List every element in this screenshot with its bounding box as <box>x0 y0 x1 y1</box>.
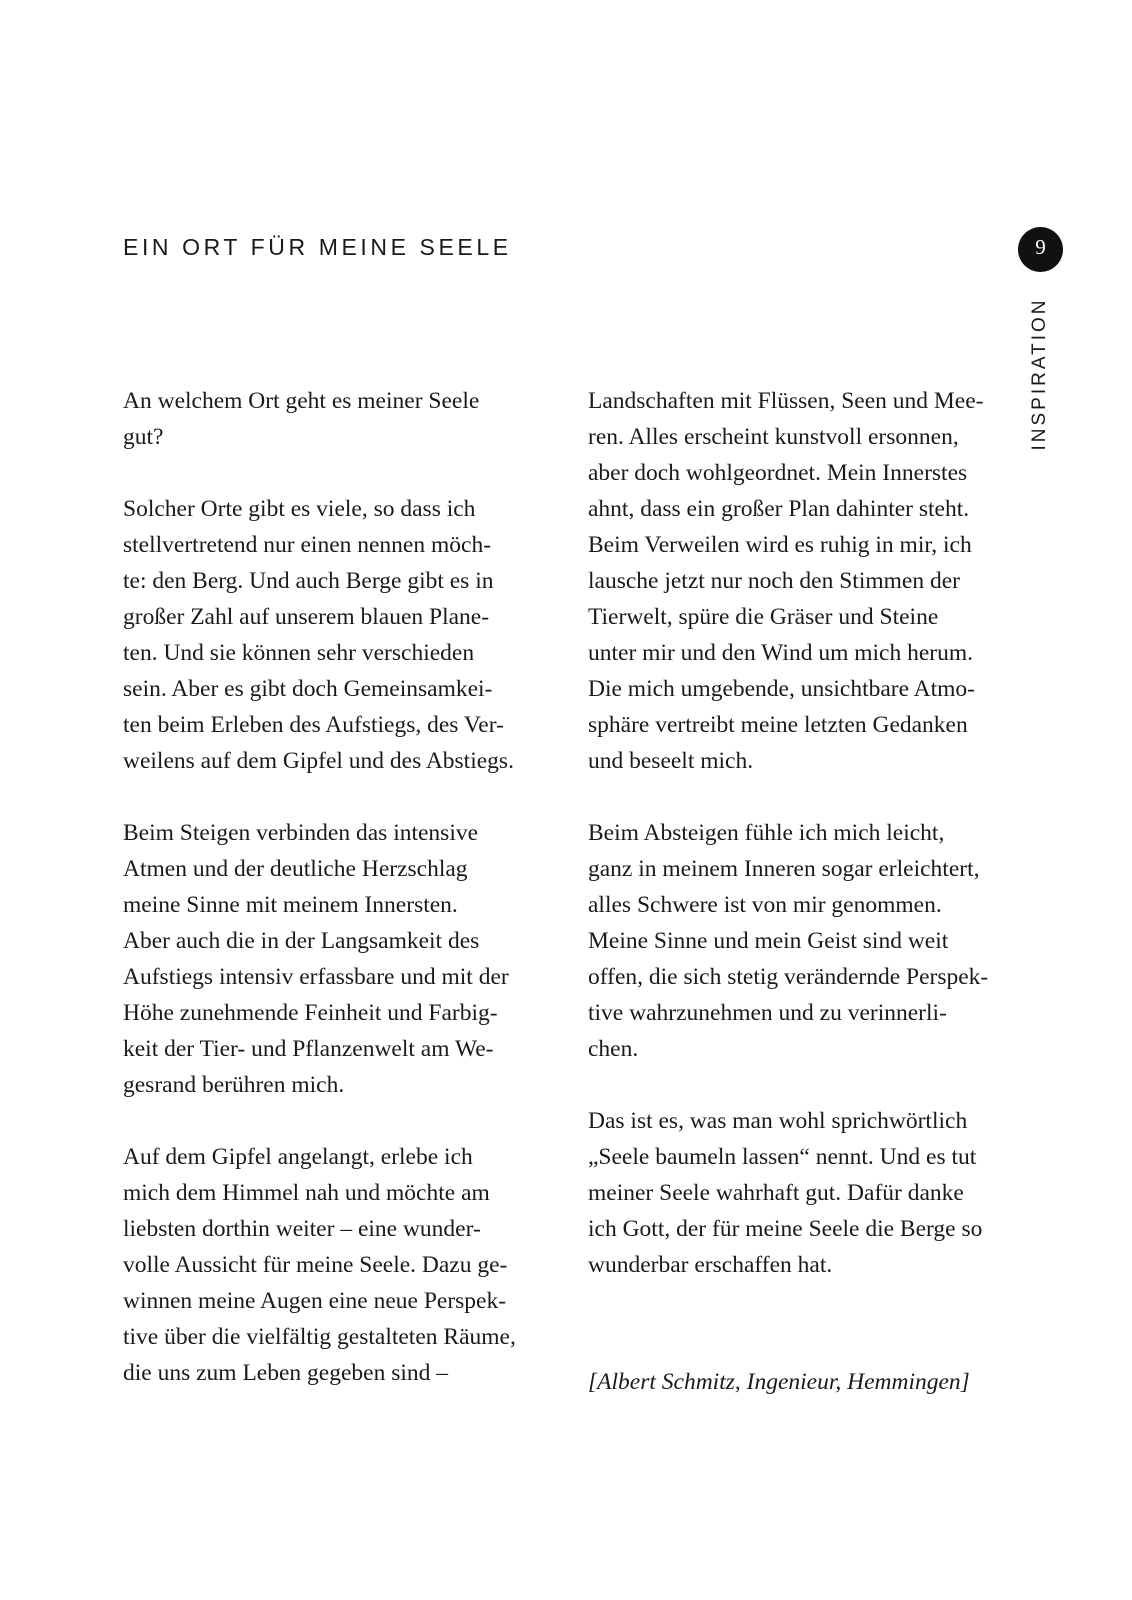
section-label: INSPIRATION <box>1029 297 1050 451</box>
paragraph <box>123 1139 543 1391</box>
text-line: ich Gott, der für meine Seele die Berge so <box>588 1216 983 1242</box>
text-line: keit der Tier- und Pflanzenwelt am We- <box>123 1036 494 1062</box>
text-line: Meine Sinne und mein Geist sind weit <box>588 928 949 954</box>
paragraph <box>588 815 1018 1067</box>
text-line: alles Schwere ist von mir genommen. <box>588 892 942 918</box>
text-line: winnen meine Augen eine neue Perspek- <box>123 1288 507 1314</box>
text-line: sphäre vertreibt meine letzten Gedanken <box>588 712 968 738</box>
paragraph <box>123 491 543 779</box>
text-line: wunderbar erschaffen hat. <box>588 1252 833 1278</box>
text-line: offen, die sich stetig verändernde Perspek- <box>588 964 989 990</box>
text-line: und beseelt mich. <box>588 748 754 774</box>
text-line: ten beim Erleben des Aufstiegs, des Ver- <box>123 712 504 738</box>
text-line: Solcher Orte gibt es viele, so dass ich <box>123 496 476 522</box>
text-line: Tierwelt, spüre die Gräser und Steine <box>588 604 939 630</box>
text-line: Beim Steigen verbinden das intensive <box>123 820 479 846</box>
text-line: die uns zum Leben gegeben sind – <box>123 1360 448 1386</box>
text-line: sein. Aber es gibt doch Gemeinsamkei- <box>123 676 493 702</box>
text-line: ahnt, dass ein großer Plan dahinter steht. <box>588 496 970 522</box>
text-line: Das ist es, was man wohl sprichwörtlich <box>588 1108 968 1134</box>
text-line: An welchem Ort geht es meiner Seele <box>123 388 480 414</box>
page-title: EIN ORT FÜR MEINE SEELE <box>123 234 512 260</box>
left-column <box>123 383 543 1427</box>
text-line: ganz in meinem Inneren sogar erleichtert, <box>588 856 980 882</box>
text-line: Aber auch die in der Langsamkeit des <box>123 928 480 954</box>
text-line: ren. Alles erscheint kunstvoll ersonnen, <box>588 424 959 450</box>
text-line: großer Zahl auf unserem blauen Plane- <box>123 604 490 630</box>
text-line: Beim Absteigen fühle ich mich leicht, <box>588 820 945 846</box>
text-line: liebsten dorthin weiter – eine wunder- <box>123 1216 481 1242</box>
text-line: Landschaften mit Flüssen, Seen und Mee- <box>588 388 984 414</box>
text-line: lausche jetzt nur noch den Stimmen der <box>588 568 960 594</box>
right-column <box>588 383 1018 1319</box>
text-line: stellvertretend nur einen nennen möch- <box>123 532 492 558</box>
page-number-badge: 9 <box>1018 227 1063 272</box>
text-line: volle Aussicht für meine Seele. Dazu ge- <box>123 1252 508 1278</box>
text-line: aber doch wohlgeordnet. Mein Innerstes <box>588 460 968 486</box>
text-line: meiner Seele wahrhaft gut. Dafür danke <box>588 1180 964 1206</box>
paragraph <box>588 383 1018 779</box>
text-line: Atmen und der deutliche Herzschlag <box>123 856 468 882</box>
paragraph <box>123 815 543 1103</box>
text-line: unter mir und den Wind um mich herum. <box>588 640 973 666</box>
text-line: tive über die vielfältig gestalteten Räume, <box>123 1324 516 1350</box>
text-line: tive wahrzunehmen und zu verinnerli- <box>588 1000 947 1026</box>
text-line: Aufstiegs intensiv erfassbare und mit der <box>123 964 509 990</box>
author-signature: [Albert Schmitz, Ingenieur, Hemmingen] <box>588 1369 970 1395</box>
text-line: weilens auf dem Gipfel und des Abstiegs. <box>123 748 514 774</box>
text-line: Auf dem Gipfel angelangt, erlebe ich <box>123 1144 473 1170</box>
text-line: Beim Verweilen wird es ruhig in mir, ich <box>588 532 972 558</box>
text-line: mich dem Himmel nah und möchte am <box>123 1180 490 1206</box>
text-line: chen. <box>588 1036 639 1062</box>
text-line: meine Sinne mit meinem Innersten. <box>123 892 458 918</box>
text-line: Höhe zunehmende Feinheit und Farbig- <box>123 1000 498 1026</box>
text-line: gesrand berühren mich. <box>123 1072 345 1098</box>
text-line: gut? <box>123 424 164 450</box>
paragraph <box>588 1103 1018 1283</box>
text-line: Die mich umgebende, unsichtbare Atmo- <box>588 676 975 702</box>
text-line: te: den Berg. Und auch Berge gibt es in <box>123 568 494 594</box>
text-line: ten. Und sie können sehr verschieden <box>123 640 475 666</box>
paragraph <box>123 383 543 455</box>
text-line: „Seele baumeln lassen“ nennt. Und es tut <box>588 1144 977 1170</box>
